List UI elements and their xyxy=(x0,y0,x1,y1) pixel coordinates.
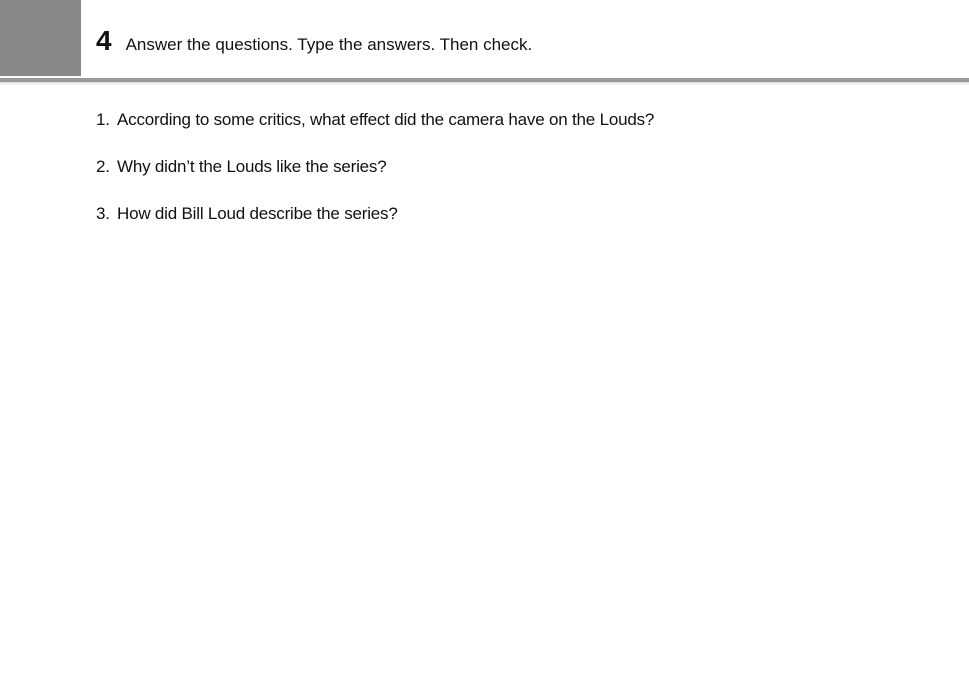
exercise-header xyxy=(96,25,532,57)
question-item xyxy=(96,204,654,251)
question-item xyxy=(96,157,654,204)
question-list xyxy=(96,110,654,251)
question-number: 1. xyxy=(96,110,110,129)
exercise-number: 4 xyxy=(96,25,112,56)
question-text: How did Bill Loud describe the series? xyxy=(117,204,398,223)
question-number: 3. xyxy=(96,204,110,223)
exercise-instruction: Answer the questions. Type the answers. Then check. xyxy=(125,35,533,54)
question-item xyxy=(96,110,654,157)
exercise-tab-block xyxy=(0,0,81,76)
question-text: According to some critics, what effect did the camera have on the Louds? xyxy=(117,110,655,129)
header-divider-shadow xyxy=(0,82,969,85)
question-text: Why didn’t the Louds like the series? xyxy=(117,157,387,176)
question-number: 2. xyxy=(96,157,110,176)
